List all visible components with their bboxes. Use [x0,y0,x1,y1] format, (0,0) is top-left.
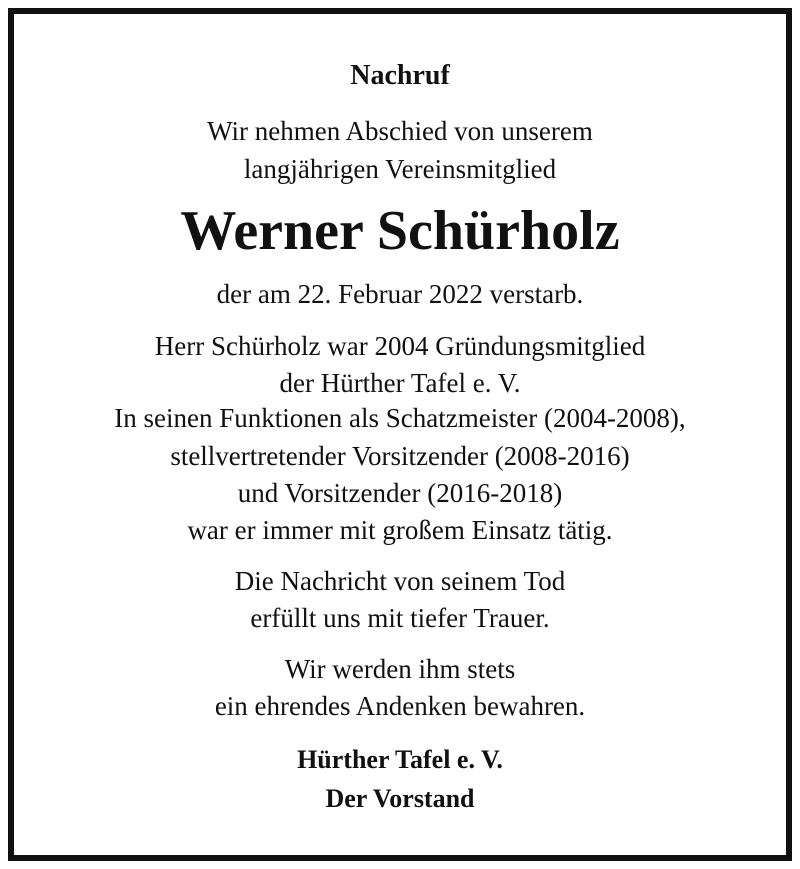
biography-line-4: stellvertretender Vorsitzender (2008-2016) [170,441,630,471]
remembrance-line-2: ein ehrendes Andenken bewahren. [214,691,586,721]
death-date-line: der am 22. Februar 2022 verstarb. [216,279,584,309]
remembrance-line-1: Wir werden ihm stets [284,654,516,684]
intro-line-1: Wir nehmen Abschied von unserem [207,116,593,146]
biography-line-2: der Hürther Tafel e. V. [279,368,521,398]
signature-organization: Hürther Tafel e. V. [297,745,503,774]
mourning-line-1: Die Nachricht von seinem Tod [234,566,566,596]
signature-board: Der Vorstand [325,784,475,813]
intro-line-2: langjährigen Vereinsmitglied [243,154,557,184]
biography-line-6: war er immer mit großem Einsatz tätig. [187,515,613,545]
mourning-line-2: erfüllt uns mit tiefer Trauer. [250,603,550,633]
notice-heading: Nachruf [350,60,450,91]
biography-line-5: und Vorsitzender (2016-2018) [237,478,563,508]
biography-line-3: In seinen Funktionen als Schatzmeister (2004-2008), [114,403,686,433]
biography-line-1: Herr Schürholz war 2004 Gründungsmitglied [154,331,646,361]
deceased-name: Werner Schürholz [180,200,620,262]
